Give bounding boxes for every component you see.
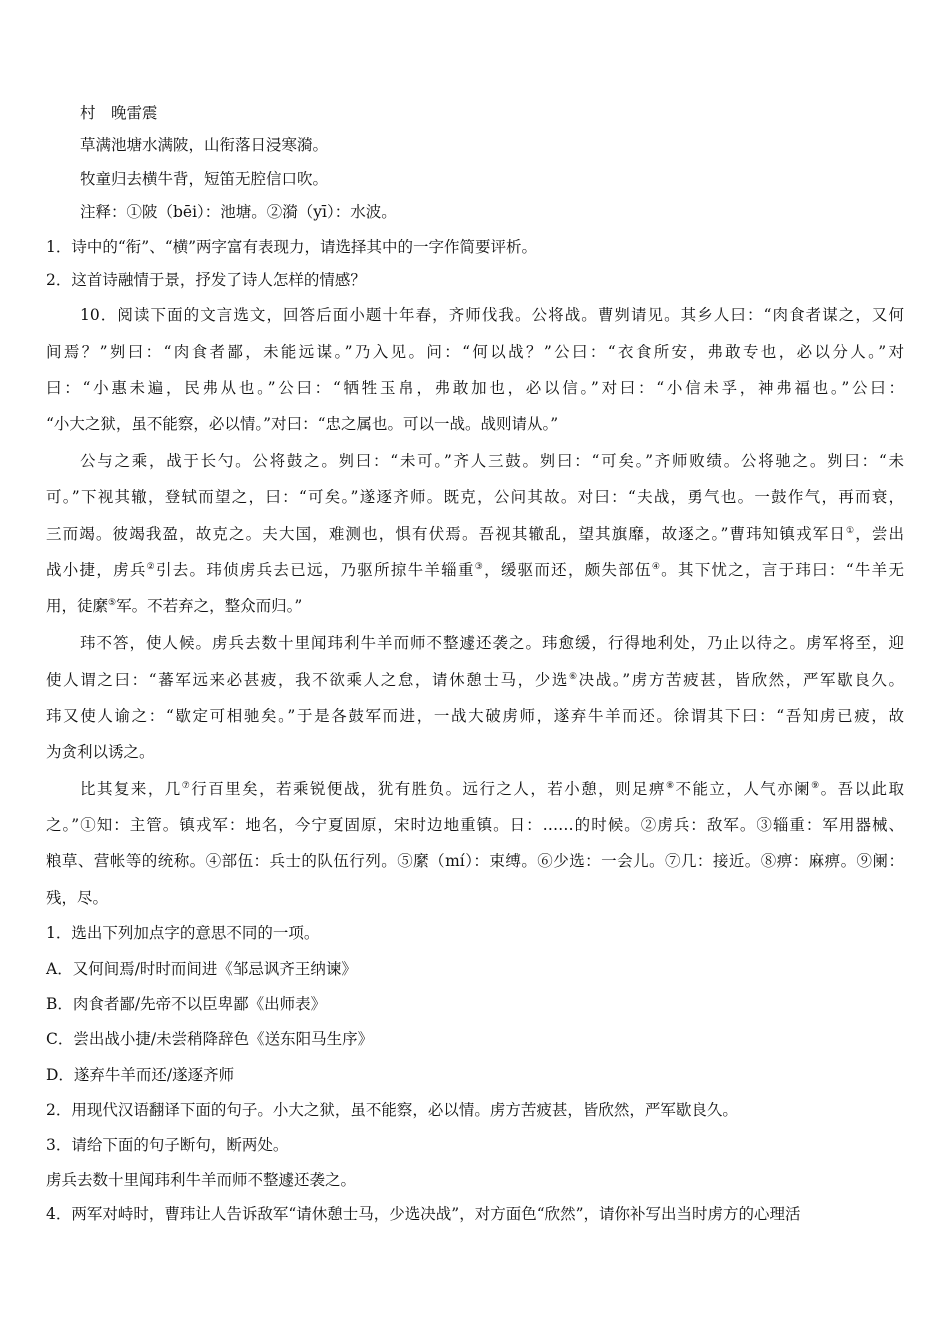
text-run: 比其复来，几 <box>80 780 182 798</box>
passage-p3-line-4: 为贪利以诱之。 <box>46 743 155 761</box>
footnote-marker: ④ <box>651 561 662 572</box>
passage-p2-line-4 <box>46 558 904 582</box>
text-run: 不能立，人气亦阑 <box>675 780 812 798</box>
option-b: B．肉食者鄙/先帝不以臣卑鄙《出师表》 <box>46 995 327 1013</box>
text-run: 三而竭。彼竭我盈，故克之。夫大国，难测也，惧有伏焉。吾视其辙乱，望其旗靡，故逐之。”曹玮知镇戎军日 <box>46 525 846 543</box>
poem-line-2: 牧童归去横牛背，短笛无腔信口吹。 <box>80 170 329 188</box>
poem-question-2: 2．这首诗融情于景，抒发了诗人怎样的情感？ <box>46 271 366 289</box>
text-run: 使人谓之曰：“蕃军远来必甚疲，我不欲乘人之怠，请休憩士马，少选 <box>46 671 569 689</box>
passage-p4-line-4: 残，尽。 <box>46 889 109 907</box>
text-run: 。其下忧之，言于玮曰：“牛羊无 <box>661 561 904 579</box>
footnote-marker: ⑥ <box>568 671 579 682</box>
footnote-marker: ① <box>845 525 856 536</box>
footnote-marker: ⑤ <box>108 597 117 608</box>
question-3: 3．请给下面的句子断句，断两处。 <box>46 1136 289 1154</box>
footnote-marker: ③ <box>474 561 485 572</box>
text-run: ，缓驱而还，颇失部伍 <box>484 561 652 579</box>
passage-p4-line-2: 之。”①知：主管。镇戎军：地名，今宁夏固原，宋时边地重镇。日：……的时候。②虏兵：敌军。③辎重：军用器械、 <box>46 816 904 834</box>
passage-p1-line-2: 间焉？”刿曰：“肉食者鄙，未能远谋。”乃入见。问：“何以战？”公曰：“衣食所安，弗敢专也，必以分人。”对 <box>46 343 904 361</box>
poem-notes: 注释：①陂（bēi）：池塘。②漪（yī）：水波。 <box>80 203 397 221</box>
passage-p4-line-3: 粮草、营帐等的统称。④部伍：兵士的队伍行列。⑤縻（mí）：束缚。⑥少选：一会儿。⑦几：接近。⑧痹：麻痹。⑨阑： <box>46 852 904 870</box>
footnote-marker: ⑧ <box>665 780 676 791</box>
poem-question-1: 1．诗中的“衔”、“横”两字富有表现力，请选择其中的一字作简要评析。 <box>46 238 538 256</box>
text-run: 。吾以此取 <box>820 780 904 798</box>
text-run: 用，徒縻 <box>46 597 109 615</box>
passage-p2-line-3 <box>46 522 904 546</box>
text-run: 引去。玮侦虏兵去已远，乃驱所掠牛羊辎重 <box>156 561 475 579</box>
text-run: 战小捷，虏兵 <box>46 561 147 579</box>
question-1: 1．选出下列加点字的意思不同的一项。 <box>46 924 320 942</box>
text-run: 行百里矣，若乘锐便战，犹有胜负。远行之人，若小憩，则足痹 <box>191 780 666 798</box>
passage-p2-line-2: 可。”下视其辙，登轼而望之，曰：“可矣。”遂逐齐师。既克，公问其故。对曰：“夫战，勇气也。一鼓作气，再而衰， <box>46 488 904 506</box>
option-a: A．又何间焉/时时而间进《邹忌讽齐王纳谏》 <box>46 960 357 978</box>
passage-p3-line-1: 玮不答，使人候。虏兵去数十里闻玮利牛羊而师不整遽还袭之。玮愈缓，行得地利处，乃止以待之。虏军将至，迎 <box>80 634 904 652</box>
question-4: 4．两军对峙时，曹玮让人告诉敌军“请休憩士马，少选决战”，对方面色“欣然”，请你补写出当时虏方的心理活 <box>46 1205 801 1223</box>
passage-p1-line-4: “小大之狱，虽不能察，必以情。”对曰：“忠之属也。可以一战。战则请从。” <box>46 415 559 433</box>
poem-line-1: 草满池塘水满陂，山衔落日浸寒漪。 <box>80 136 329 154</box>
passage-p3-line-2 <box>46 668 904 692</box>
option-d: D．遂弃牛羊而还/遂逐齐师 <box>46 1066 235 1084</box>
footnote-marker: ⑨ <box>811 780 821 791</box>
text-run: 决战。”虏方苦疲甚，皆欣然，严军歇良久。 <box>578 671 904 689</box>
passage-p3-line-3: 玮又使人谕之：“歇定可相驰矣。”于是各鼓军而进，一战大破虏师，遂弃牛羊而还。徐谓其下曰：“吾知虏已疲，故 <box>46 707 904 725</box>
footnote-marker: ② <box>146 561 156 572</box>
passage-p1-line-1: 10．阅读下面的文言选文，回答后面小题十年春，齐师伐我。公将战。曹刿请见。其乡人曰：“肉食者谋之，又何 <box>80 306 904 324</box>
passage-p1-line-3: 曰：“小惠未遍，民弗从也。”公曰：“牺牲玉帛，弗敢加也，必以信。”对曰：“小信未孚，神弗福也。”公曰： <box>46 379 904 397</box>
passage-p4-line-1 <box>80 777 904 801</box>
text-run: ，尝出 <box>855 525 904 543</box>
passage-p2-line-5 <box>46 594 904 618</box>
passage-p2-line-1: 公与之乘，战于长勺。公将鼓之。刿曰：“未可。”齐人三鼓。刿曰：“可矣。”齐师败绩。公将驰之。刿曰：“未 <box>80 452 904 470</box>
question-2: 2．用现代汉语翻译下面的句子。小大之狱，虽不能察，必以情。虏方苦疲甚，皆欣然，严军歇良久。 <box>46 1101 738 1119</box>
option-c: C．尝出战小捷/未尝稍降辞色《送东阳马生序》 <box>46 1030 374 1048</box>
footnote-marker: ⑦ <box>181 780 192 791</box>
poem-title: 村 晚雷震 <box>80 104 158 122</box>
question-3-sentence: 虏兵去数十里闻玮利牛羊而师不整遽还袭之。 <box>46 1171 357 1189</box>
text-run: 军。不若弃之，整众而归。” <box>116 597 303 615</box>
